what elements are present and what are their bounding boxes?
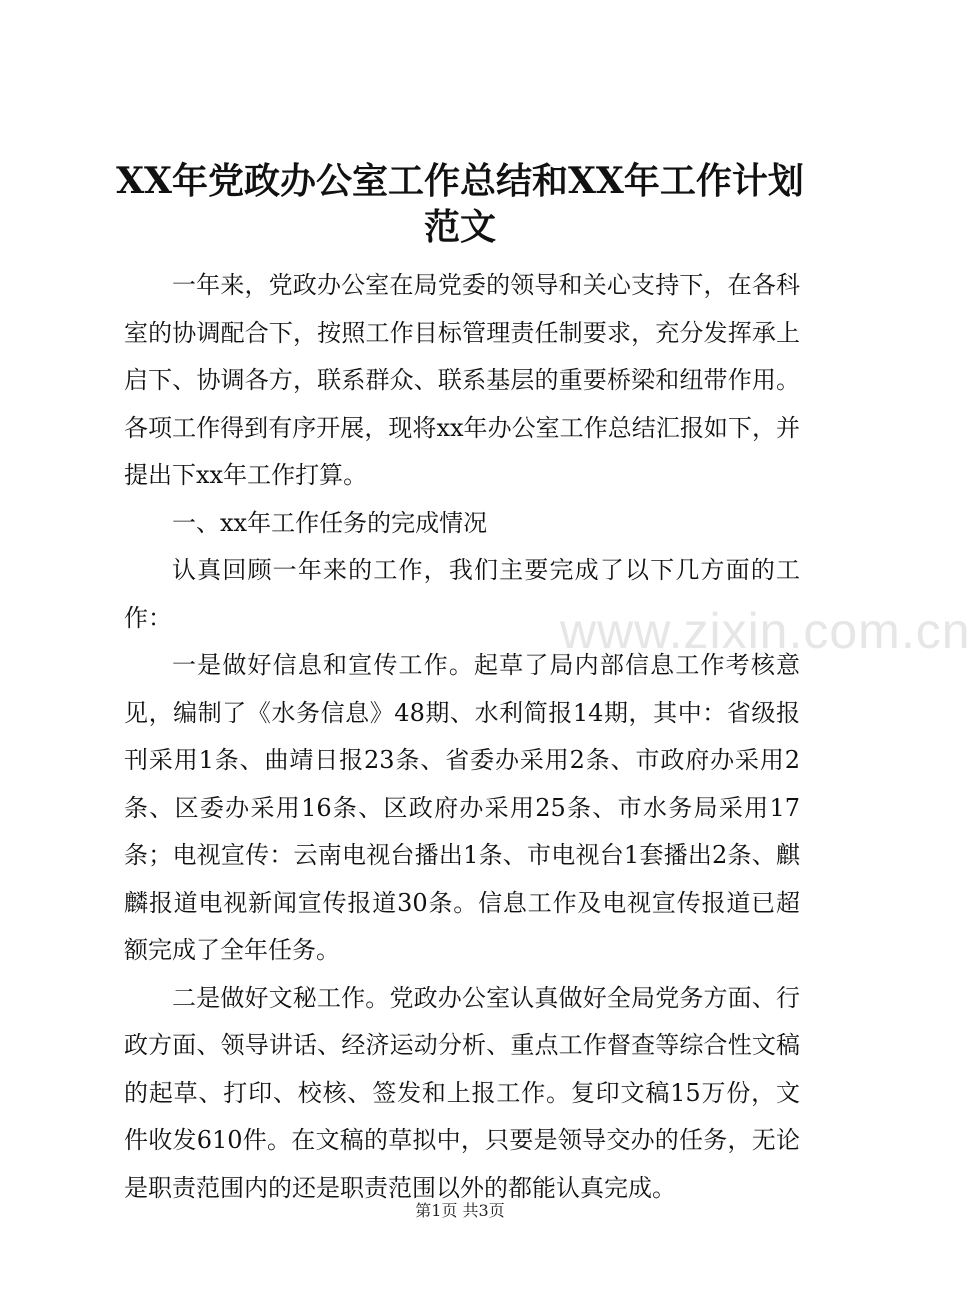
document-body (124, 262, 800, 1212)
paragraph-information-work: 一是做好信息和宣传工作。起草了局内部信息工作考核意见，编制了《水务信息》48期、水利简报14期，其中：省级报刊采用1条、曲靖日报23条、省委办采用2条、市政府办采用2条、区委办采用16条、区政府办采用25条、市水务局采用17条；电视宣传：云南电视台播出1条、市电视台1套播出2条、麒麟报道电视新闻宣传报道30条。信息工作及电视宣传报道已超额完成了全年任务。 (124, 651, 800, 964)
section-heading: 一、xx年工作任务的完成情况 (172, 508, 488, 537)
watermark: www.zixin.com.cn (560, 603, 971, 659)
paragraph-review: 认真回顾一年来的工作，我们主要完成了以下几方面的工作： (124, 556, 800, 632)
document-title: XX年党政办公室工作总结和XX年工作计划范文 (116, 160, 804, 248)
page-footer: 第1页 共3页 (415, 1201, 505, 1220)
paragraph-secretarial-work: 二是做好文秘工作。党政办公室认真做好全局党务方面、行政方面、领导讲话、经济运动分析、重点工作督查等综合性文稿的起草、打印、校核、签发和上报工作。复印文稿15万份，文件收发610件。在文稿的草拟中，只要是领导交办的任务，无论是职责范围内的还是职责范围以外的都能认真完成。 (124, 983, 800, 1202)
paragraph-intro: 一年来，党政办公室在局党委的领导和关心支持下，在各科室的协调配合下，按照工作目标管理责任制要求，充分发挥承上启下、协调各方，联系群众、联系基层的重要桥梁和纽带作用。各项工作得到有序开展，现将xx年办公室工作总结汇报如下，并提出下xx年工作打算。 (124, 271, 800, 489)
